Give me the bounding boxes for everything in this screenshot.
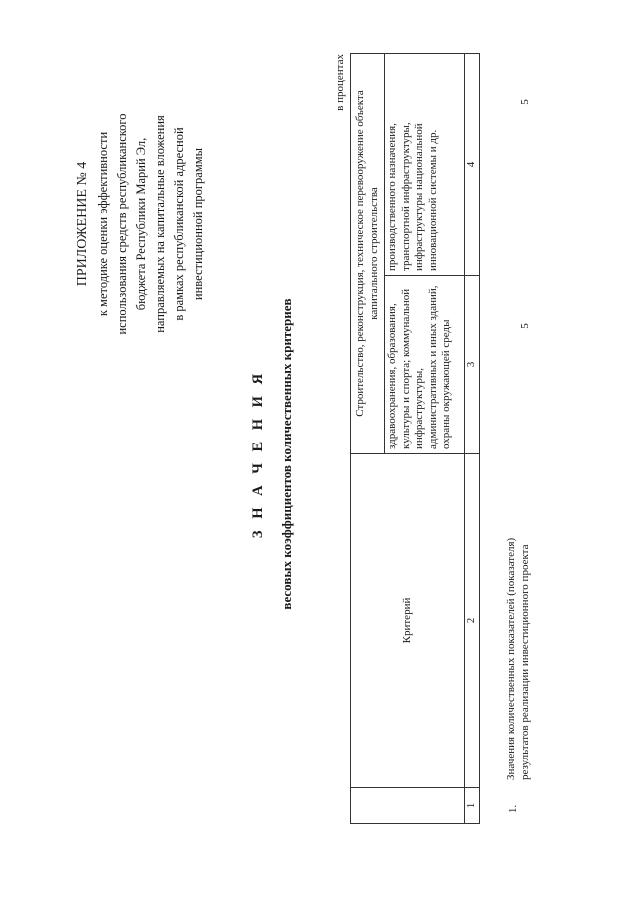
column-number: 4 (465, 54, 480, 276)
document-heading (250, 224, 295, 684)
header-cell-criterion: Критерий (351, 454, 465, 788)
header-cell-col-b: производственного назначения, транспортной инфраструктуры, инфраструктуры национальной инновационной системы и др. (385, 54, 465, 276)
header-cell-empty (351, 788, 465, 824)
table-number-row (465, 54, 480, 824)
heading-title: З Н А Ч Е Н И Я (250, 369, 266, 539)
coefficients-table (350, 53, 480, 824)
column-number: 3 (465, 276, 480, 454)
appendix-line: инвестиционной программы (190, 147, 205, 301)
heading-subtitle: весовых коэффициентов количественных критериев (279, 298, 294, 610)
table-header-row (351, 54, 385, 824)
row-value-b: 5 (519, 99, 531, 105)
appendix-line: направляемых на капитальные вложения (152, 115, 167, 333)
header-cell-group: Строительство, реконструкция, техническое перевооружение объекта капитального строительства (351, 54, 385, 454)
row-value-a: 5 (519, 323, 531, 329)
column-number: 2 (465, 454, 480, 788)
row-number: 1. (507, 804, 519, 814)
units-label: в процентах (334, 54, 346, 111)
appendix-title: ПРИЛОЖЕНИЕ № 4 (74, 161, 90, 287)
header-cell-col-a: здравоохранения, образования, культуры и спорта; коммунальной инфраструктуры, административных и иных зданий, охраны окружающей среды (385, 276, 465, 454)
appendix-line: использования средств республиканского (114, 113, 129, 335)
appendix-line: бюджета Республики Марий Эл, (133, 137, 148, 311)
appendix-block (0, 54, 280, 394)
row-criterion-text: Значения количественных показателей (показателя) результатов реализации инвестиционного проекта (505, 537, 531, 780)
appendix-line: к методике оценки эффективности (95, 131, 110, 317)
column-number: 1 (465, 788, 480, 824)
table-row (486, 54, 596, 824)
appendix-line: в рамках республиканской адресной (171, 127, 186, 321)
